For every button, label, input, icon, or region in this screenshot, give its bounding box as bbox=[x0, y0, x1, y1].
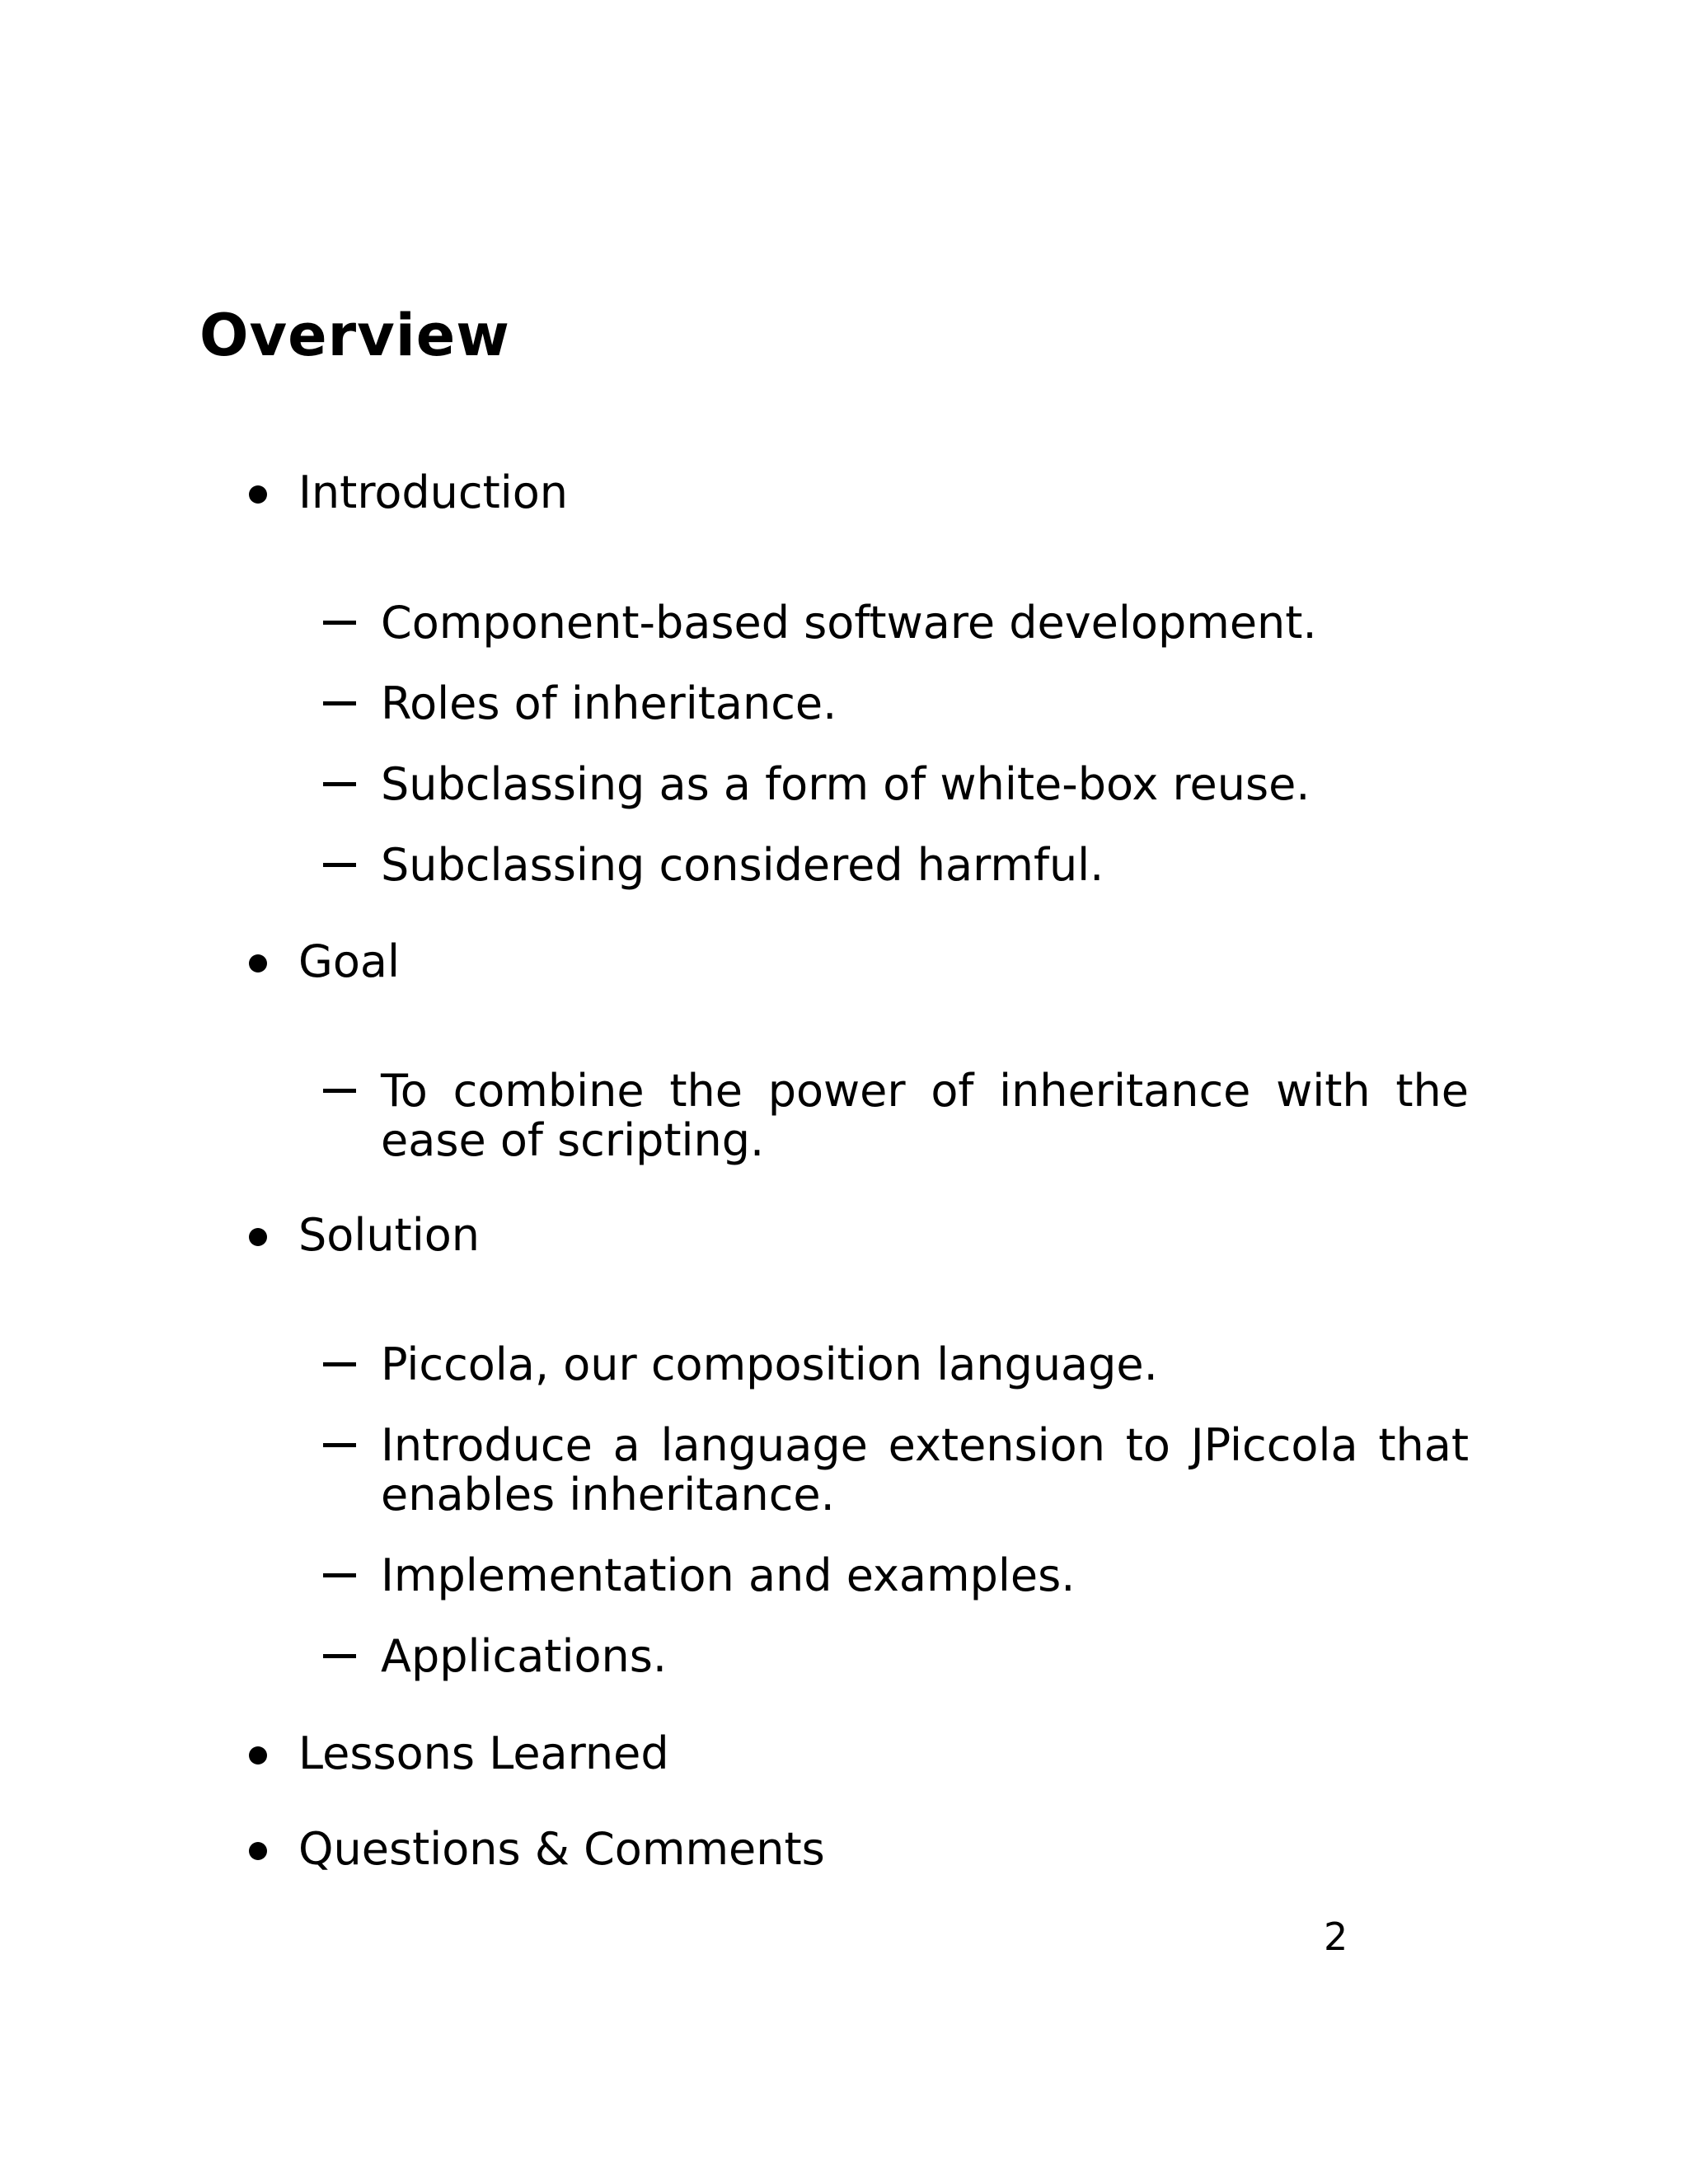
section-goal: Goal bbox=[298, 935, 400, 987]
bullet-icon bbox=[249, 1228, 267, 1246]
dash-icon bbox=[323, 701, 356, 705]
list-item: Introduce a language extension to JPiccola that enables inheritance. bbox=[381, 1419, 1469, 1521]
bullet-icon bbox=[249, 485, 267, 504]
list-item: Subclassing as a form of white-box reuse. bbox=[381, 758, 1311, 810]
list-item: Roles of inheritance. bbox=[381, 677, 837, 729]
list-item: Applications. bbox=[381, 1630, 668, 1682]
slide-title: Overview bbox=[199, 302, 510, 369]
dash-icon bbox=[323, 1443, 356, 1447]
dash-icon bbox=[323, 1362, 356, 1366]
dash-icon bbox=[323, 863, 356, 867]
dash-icon bbox=[323, 621, 356, 625]
page-number: 2 bbox=[1324, 1915, 1348, 1959]
section-questions-comments: Questions & Comments bbox=[298, 1823, 825, 1875]
list-item: Subclassing considered harmful. bbox=[381, 839, 1104, 891]
section-lessons-learned: Lessons Learned bbox=[298, 1727, 669, 1779]
dash-icon bbox=[323, 782, 356, 786]
list-item: Piccola, our composition language. bbox=[381, 1338, 1158, 1390]
bullet-icon bbox=[249, 1842, 267, 1860]
list-item: To combine the power of inheritance with the ease of scripting. bbox=[381, 1065, 1469, 1166]
dash-icon bbox=[323, 1573, 356, 1577]
bullet-icon bbox=[249, 1746, 267, 1765]
dash-icon bbox=[323, 1654, 356, 1658]
list-item: Component-based software development. bbox=[381, 597, 1317, 649]
bullet-icon bbox=[249, 954, 267, 972]
section-solution: Solution bbox=[298, 1209, 480, 1261]
section-introduction: Introduction bbox=[298, 466, 569, 518]
dash-icon bbox=[323, 1089, 356, 1093]
list-item: Implementation and examples. bbox=[381, 1549, 1076, 1601]
